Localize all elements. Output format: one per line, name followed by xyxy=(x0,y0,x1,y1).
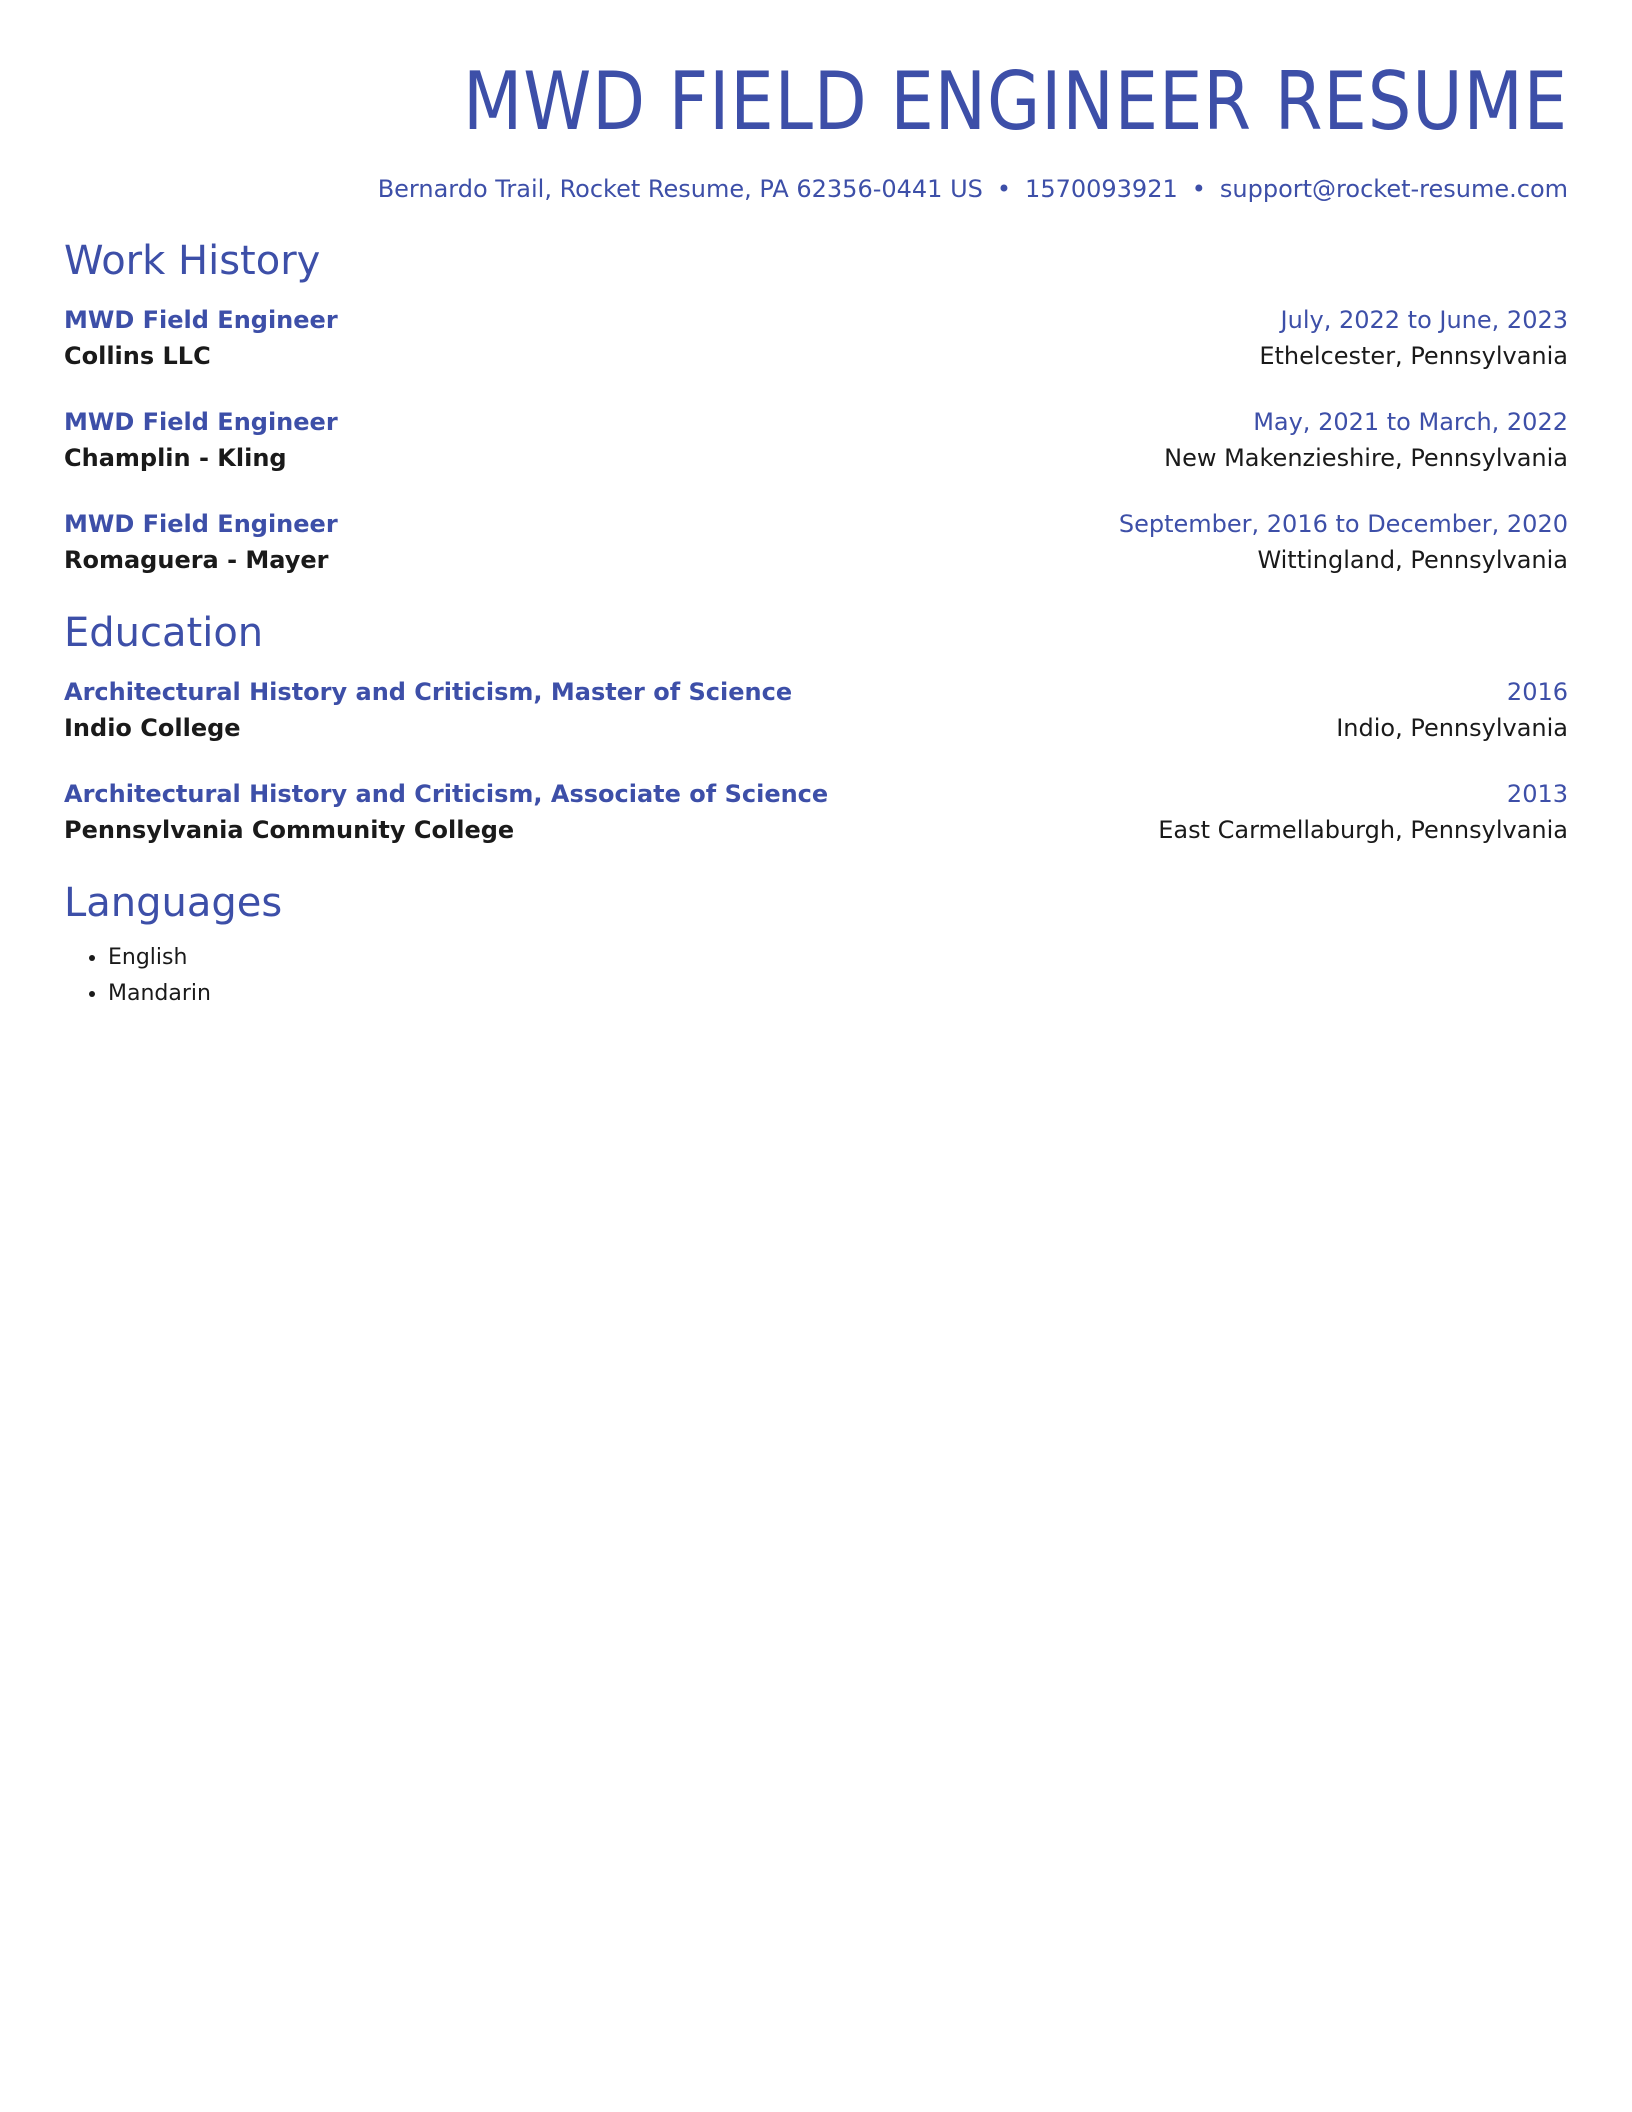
school-location: Indio, Pennsylvania xyxy=(1336,714,1568,742)
school-location: East Carmellaburgh, Pennsylvania xyxy=(1158,816,1568,844)
contact-email: support@rocket-resume.com xyxy=(1219,175,1568,203)
contact-line xyxy=(64,172,1568,206)
job-role: MWD Field Engineer xyxy=(64,510,338,538)
degree-name: Architectural History and Criticism, Master of Science xyxy=(64,678,793,706)
education-title: Education xyxy=(64,610,264,656)
education-section xyxy=(64,608,1568,848)
work-entry xyxy=(64,404,1568,476)
contact-address: Bernardo Trail, Rocket Resume, PA 62356-0441 US xyxy=(377,175,983,203)
contact-separator: • xyxy=(996,175,1012,203)
languages-list xyxy=(64,940,1568,1012)
work-history-section xyxy=(64,236,1568,578)
contact-separator: • xyxy=(1191,175,1206,203)
degree-year: 2016 xyxy=(1506,678,1568,706)
work-entry xyxy=(64,302,1568,374)
job-dates: July, 2022 to June, 2023 xyxy=(1280,306,1568,334)
languages-title: Languages xyxy=(64,880,283,926)
language-item: • Mandarin xyxy=(108,976,1568,1012)
job-location: Ethelcester, Pennsylvania xyxy=(1259,342,1568,370)
education-entry xyxy=(64,674,1568,746)
job-dates: May, 2021 to March, 2022 xyxy=(1253,408,1568,436)
contact-phone: 1570093921 xyxy=(1025,175,1178,203)
job-company: Collins LLC xyxy=(64,342,211,370)
school-name: Indio College xyxy=(64,714,241,742)
job-dates: September, 2016 to December, 2020 xyxy=(1118,510,1568,538)
languages-section xyxy=(64,878,1568,1012)
school-name: Pennsylvania Community College xyxy=(64,816,515,844)
job-company: Champlin - Kling xyxy=(64,444,287,472)
resume-header xyxy=(64,0,1568,206)
job-location: Wittingland, Pennsylvania xyxy=(1257,546,1568,574)
work-entry xyxy=(64,506,1568,578)
education-entry xyxy=(64,776,1568,848)
work-history-title: Work History xyxy=(64,238,321,284)
degree-year: 2013 xyxy=(1506,780,1568,808)
resume-title: MWD FIELD ENGINEER RESUME xyxy=(462,55,1568,148)
job-role: MWD Field Engineer xyxy=(64,306,338,334)
job-location: New Makenzieshire, Pennsylvania xyxy=(1164,444,1568,472)
job-company: Romaguera - Mayer xyxy=(64,546,329,574)
degree-name: Architectural History and Criticism, Associate of Science xyxy=(64,780,829,808)
job-role: MWD Field Engineer xyxy=(64,408,338,436)
language-item: • English xyxy=(108,940,1568,976)
